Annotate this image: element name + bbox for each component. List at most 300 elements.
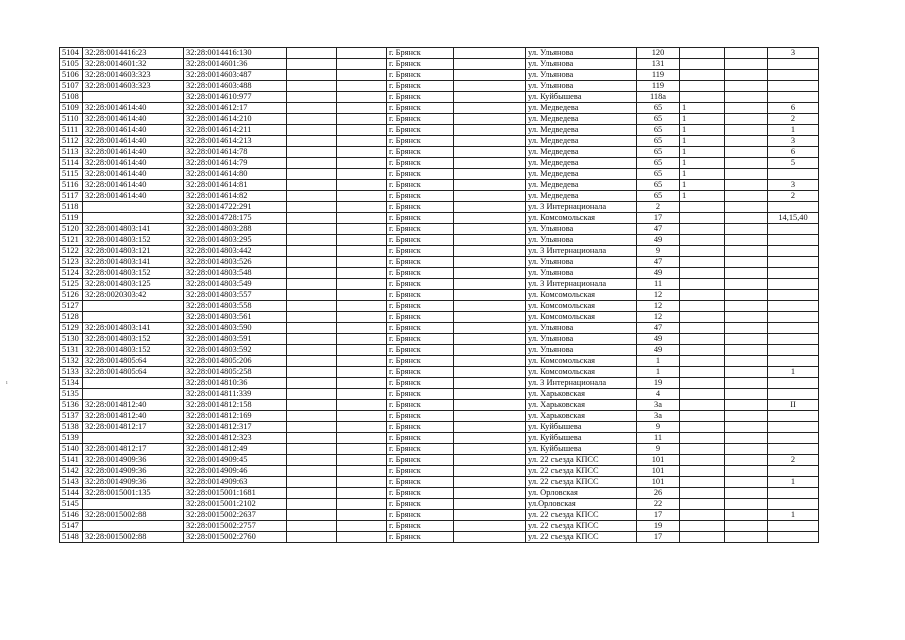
table-cell: г. Брянск: [387, 213, 454, 224]
table-cell: 5130: [60, 334, 83, 345]
table-cell: [680, 70, 725, 81]
table-cell: 32:28:0014803:548: [184, 268, 287, 279]
table-cell: [337, 477, 387, 488]
table-cell: [680, 488, 725, 499]
table-cell: г. Брянск: [387, 191, 454, 202]
table-cell: [287, 323, 337, 334]
table-cell: [287, 81, 337, 92]
table-cell: г. Брянск: [387, 59, 454, 70]
table-cell: 1: [680, 158, 725, 169]
table-cell: [725, 290, 768, 301]
table-cell: 32:28:0014614:40: [83, 125, 184, 136]
table-cell: 101: [637, 455, 680, 466]
table-cell: 32:28:0015001:1681: [184, 488, 287, 499]
table-cell: 32:28:0014812:17: [83, 422, 184, 433]
table-cell: 32:28:0014614:210: [184, 114, 287, 125]
table-row: [60, 224, 819, 235]
table-cell: 5123: [60, 257, 83, 268]
table-cell: 32:28:0014614:40: [83, 158, 184, 169]
table-cell: [287, 444, 337, 455]
table-cell: ул. 22 съезда КПСС: [526, 521, 637, 532]
table-row: [60, 510, 819, 521]
table-cell: г. Брянск: [387, 279, 454, 290]
table-cell: [454, 455, 526, 466]
table-cell: ул. Медведева: [526, 136, 637, 147]
table-row: [60, 81, 819, 92]
table-cell: 9: [637, 246, 680, 257]
table-cell: 32:28:0014909:45: [184, 455, 287, 466]
table-cell: [768, 312, 819, 323]
table-cell: [768, 499, 819, 510]
table-cell: [287, 433, 337, 444]
table-cell: [725, 103, 768, 114]
table-cell: 2: [768, 455, 819, 466]
table-cell: [454, 323, 526, 334]
table-cell: [768, 334, 819, 345]
table-cell: 5116: [60, 180, 83, 191]
table-cell: 3: [768, 136, 819, 147]
table-cell: [725, 268, 768, 279]
table-cell: [768, 433, 819, 444]
table-row: [60, 422, 819, 433]
table-cell: [768, 378, 819, 389]
table-cell: 17: [637, 213, 680, 224]
table-cell: [337, 246, 387, 257]
table-cell: 5118: [60, 202, 83, 213]
table-cell: 1: [768, 510, 819, 521]
table-cell: 32:28:0014803:141: [83, 323, 184, 334]
table-cell: [768, 59, 819, 70]
table-cell: 32:28:0014614:211: [184, 125, 287, 136]
table-cell: 1: [680, 147, 725, 158]
table-cell: г. Брянск: [387, 169, 454, 180]
table-cell: г. Брянск: [387, 521, 454, 532]
table-cell: 5113: [60, 147, 83, 158]
table-cell: 5117: [60, 191, 83, 202]
table-cell: [725, 488, 768, 499]
table-cell: [454, 158, 526, 169]
table-cell: 5146: [60, 510, 83, 521]
table-row: [60, 334, 819, 345]
table-cell: 9: [637, 422, 680, 433]
table-cell: ул. Медведева: [526, 191, 637, 202]
table-cell: [454, 301, 526, 312]
table-cell: [725, 389, 768, 400]
table-cell: 32:28:0014805:64: [83, 356, 184, 367]
table-cell: 1: [680, 114, 725, 125]
table-cell: ул. Комсомольская: [526, 290, 637, 301]
table-cell: [83, 378, 184, 389]
table-cell: [287, 70, 337, 81]
table-cell: [454, 510, 526, 521]
table-cell: [337, 191, 387, 202]
table-cell: 12: [637, 312, 680, 323]
table-cell: 5126: [60, 290, 83, 301]
table-cell: г. Брянск: [387, 400, 454, 411]
table-row: [60, 136, 819, 147]
table-cell: 32:28:0014805:258: [184, 367, 287, 378]
table-cell: [454, 246, 526, 257]
table-cell: [454, 180, 526, 191]
table-cell: [287, 411, 337, 422]
table-cell: 120: [637, 48, 680, 59]
table-cell: 5105: [60, 59, 83, 70]
table-cell: 5121: [60, 235, 83, 246]
table-cell: 9: [637, 444, 680, 455]
table-cell: г. Брянск: [387, 345, 454, 356]
table-cell: [337, 235, 387, 246]
table-cell: 32:28:0014812:158: [184, 400, 287, 411]
table-row: [60, 323, 819, 334]
table-cell: 32:28:0014803:295: [184, 235, 287, 246]
table-cell: 1: [680, 180, 725, 191]
table-cell: [680, 81, 725, 92]
table-cell: 32:28:0014803:592: [184, 345, 287, 356]
table-cell: г. Брянск: [387, 103, 454, 114]
table-cell: [680, 290, 725, 301]
table-cell: ул. Куйбышева: [526, 444, 637, 455]
table-row: [60, 257, 819, 268]
table-cell: 3а: [637, 400, 680, 411]
table-cell: [680, 389, 725, 400]
table-cell: 12: [637, 301, 680, 312]
table-cell: 32:28:0014614:40: [83, 147, 184, 158]
table-cell: 1: [680, 103, 725, 114]
table-cell: [337, 147, 387, 158]
table-cell: [454, 279, 526, 290]
table-cell: 32:28:0015001:135: [83, 488, 184, 499]
table-cell: [680, 213, 725, 224]
table-cell: 5111: [60, 125, 83, 136]
table-cell: г. Брянск: [387, 48, 454, 59]
table-cell: 32:28:0014812:317: [184, 422, 287, 433]
table-cell: 32:28:0014803:558: [184, 301, 287, 312]
table-cell: ул. Медведева: [526, 158, 637, 169]
table-cell: [768, 92, 819, 103]
table-cell: [454, 235, 526, 246]
table-cell: [337, 257, 387, 268]
table-cell: ул. Орловская: [526, 488, 637, 499]
table-cell: [768, 422, 819, 433]
table-cell: [454, 499, 526, 510]
table-cell: [337, 81, 387, 92]
table-cell: 32:28:0014812:323: [184, 433, 287, 444]
table-cell: [454, 488, 526, 499]
table-cell: 2: [768, 114, 819, 125]
table-cell: г. Брянск: [387, 422, 454, 433]
table-cell: [287, 521, 337, 532]
table-cell: [337, 125, 387, 136]
table-cell: [287, 378, 337, 389]
table-cell: [83, 202, 184, 213]
table-cell: 32:28:0014614:40: [83, 169, 184, 180]
table-cell: [454, 532, 526, 543]
table-cell: 65: [637, 147, 680, 158]
table-cell: [337, 114, 387, 125]
table-cell: г. Брянск: [387, 136, 454, 147]
table-cell: г. Брянск: [387, 411, 454, 422]
table-cell: [768, 444, 819, 455]
table-cell: [337, 444, 387, 455]
table-cell: ул. Медведева: [526, 103, 637, 114]
table-cell: 32:28:0014803:526: [184, 257, 287, 268]
table-cell: [287, 246, 337, 257]
table-cell: [337, 268, 387, 279]
table-cell: 5124: [60, 268, 83, 279]
table-cell: [337, 510, 387, 521]
table-row: [60, 433, 819, 444]
table-cell: г. Брянск: [387, 70, 454, 81]
table-cell: [337, 521, 387, 532]
table-cell: ул. Ульянова: [526, 48, 637, 59]
table-cell: 5107: [60, 81, 83, 92]
table-cell: 5115: [60, 169, 83, 180]
table-cell: 32:28:0014803:152: [83, 345, 184, 356]
table-cell: г. Брянск: [387, 257, 454, 268]
table-cell: [337, 488, 387, 499]
table-cell: [768, 466, 819, 477]
table-cell: 32:28:0014603:487: [184, 70, 287, 81]
table-cell: [287, 224, 337, 235]
table-cell: [83, 521, 184, 532]
table-cell: 32:28:0014909:63: [184, 477, 287, 488]
table-cell: 5141: [60, 455, 83, 466]
table-cell: [680, 334, 725, 345]
table-cell: ул. Комсомольская: [526, 213, 637, 224]
table-cell: г. Брянск: [387, 488, 454, 499]
table-cell: [680, 312, 725, 323]
table-cell: [725, 125, 768, 136]
table-cell: [768, 389, 819, 400]
table-cell: г. Брянск: [387, 389, 454, 400]
table-cell: ул. Комсомольская: [526, 312, 637, 323]
table-cell: [454, 59, 526, 70]
table-cell: 32:28:0014909:46: [184, 466, 287, 477]
table-cell: [337, 59, 387, 70]
table-cell: [725, 279, 768, 290]
table-cell: [287, 466, 337, 477]
table-cell: г. Брянск: [387, 268, 454, 279]
table-cell: г. Брянск: [387, 290, 454, 301]
table-cell: [454, 444, 526, 455]
table-cell: [454, 290, 526, 301]
table-row: [60, 400, 819, 411]
table-cell: г. Брянск: [387, 312, 454, 323]
table-row: [60, 103, 819, 114]
table-cell: г. Брянск: [387, 246, 454, 257]
table-cell: 5104: [60, 48, 83, 59]
table-cell: 12: [637, 290, 680, 301]
table-cell: [337, 499, 387, 510]
table-cell: [725, 356, 768, 367]
table-cell: [725, 114, 768, 125]
table-cell: [287, 488, 337, 499]
table-cell: [337, 70, 387, 81]
table-cell: 5138: [60, 422, 83, 433]
table-row: [60, 367, 819, 378]
table-cell: ул. Харьковская: [526, 400, 637, 411]
table-cell: 5147: [60, 521, 83, 532]
table-cell: [680, 92, 725, 103]
table-cell: [725, 246, 768, 257]
table-cell: [725, 477, 768, 488]
table-cell: [768, 257, 819, 268]
table-cell: [337, 202, 387, 213]
table-cell: [454, 224, 526, 235]
table-cell: 101: [637, 477, 680, 488]
table-cell: [337, 400, 387, 411]
table-cell: [680, 268, 725, 279]
table-cell: ул. 22 съезда КПСС: [526, 466, 637, 477]
table-cell: 5128: [60, 312, 83, 323]
table-cell: 32:28:0014614:81: [184, 180, 287, 191]
table-cell: [725, 345, 768, 356]
table-cell: [287, 180, 337, 191]
table-cell: [337, 213, 387, 224]
table-cell: [725, 521, 768, 532]
table-cell: [287, 499, 337, 510]
table-cell: [725, 202, 768, 213]
table-row: [60, 488, 819, 499]
table-cell: 1: [768, 477, 819, 488]
table-cell: 5122: [60, 246, 83, 257]
table-cell: [768, 268, 819, 279]
table-cell: II: [768, 400, 819, 411]
table-cell: ул. 3 Интернационала: [526, 202, 637, 213]
table-cell: [337, 279, 387, 290]
table-cell: [680, 301, 725, 312]
table-cell: [680, 59, 725, 70]
table-row: [60, 125, 819, 136]
table-cell: 5: [768, 158, 819, 169]
table-cell: [768, 356, 819, 367]
table-cell: [725, 367, 768, 378]
table-cell: [768, 345, 819, 356]
table-cell: ул. Медведева: [526, 147, 637, 158]
table-cell: [454, 103, 526, 114]
table-cell: г. Брянск: [387, 433, 454, 444]
table-cell: [725, 444, 768, 455]
table-cell: 2: [637, 202, 680, 213]
table-cell: ул. Ульянова: [526, 268, 637, 279]
table-row: [60, 499, 819, 510]
table-cell: 32:28:0014728:175: [184, 213, 287, 224]
table-cell: [337, 301, 387, 312]
table-cell: 5137: [60, 411, 83, 422]
table-cell: 118а: [637, 92, 680, 103]
table-cell: ул.Орловская: [526, 499, 637, 510]
table-cell: 49: [637, 235, 680, 246]
table-cell: 32:28:0014722:291: [184, 202, 287, 213]
table-cell: 32:28:0014812:49: [184, 444, 287, 455]
table-row: [60, 444, 819, 455]
table-cell: 11: [637, 279, 680, 290]
table-cell: 32:28:0015002:88: [83, 510, 184, 521]
table-cell: [680, 235, 725, 246]
table-cell: 3: [768, 180, 819, 191]
table-cell: ул. Медведева: [526, 169, 637, 180]
table-cell: 119: [637, 81, 680, 92]
scan-edge-mark: ı: [6, 380, 8, 386]
table-cell: [725, 257, 768, 268]
table-cell: [454, 114, 526, 125]
table-cell: г. Брянск: [387, 81, 454, 92]
table-cell: 32:28:0014601:32: [83, 59, 184, 70]
table-cell: ул. Комсомольская: [526, 367, 637, 378]
table-cell: 65: [637, 103, 680, 114]
table-cell: 17: [637, 510, 680, 521]
table-cell: [337, 103, 387, 114]
table-cell: [725, 455, 768, 466]
table-cell: 32:28:0014614:40: [83, 180, 184, 191]
table-cell: [454, 257, 526, 268]
table-cell: 5132: [60, 356, 83, 367]
table-cell: [287, 59, 337, 70]
table-cell: [725, 235, 768, 246]
table-cell: [83, 213, 184, 224]
table-cell: [454, 70, 526, 81]
table-cell: [680, 202, 725, 213]
table-cell: ул. Комсомольская: [526, 301, 637, 312]
table-cell: 14,15,40: [768, 213, 819, 224]
table-cell: 1: [637, 356, 680, 367]
table-cell: [725, 400, 768, 411]
address-register-table: [59, 47, 819, 543]
table-cell: [768, 323, 819, 334]
table-cell: [454, 268, 526, 279]
table-cell: [768, 70, 819, 81]
table-cell: 1: [680, 125, 725, 136]
table-cell: [454, 191, 526, 202]
table-cell: [680, 279, 725, 290]
table-cell: [680, 400, 725, 411]
table-cell: 32:28:0014812:40: [83, 400, 184, 411]
table-cell: 32:28:0020303:42: [83, 290, 184, 301]
table-cell: [454, 169, 526, 180]
table-cell: [454, 345, 526, 356]
table-cell: [680, 345, 725, 356]
table-cell: 49: [637, 334, 680, 345]
table-cell: 19: [637, 521, 680, 532]
table-cell: 32:28:0014803:557: [184, 290, 287, 301]
table-cell: г. Брянск: [387, 367, 454, 378]
table-cell: 32:28:0015002:2757: [184, 521, 287, 532]
table-cell: [337, 367, 387, 378]
table-cell: [287, 400, 337, 411]
table-cell: 5131: [60, 345, 83, 356]
table-cell: 17: [637, 532, 680, 543]
table-cell: [725, 213, 768, 224]
table-row: [60, 477, 819, 488]
table-body: [60, 48, 819, 543]
table-cell: г. Брянск: [387, 147, 454, 158]
table-cell: [725, 92, 768, 103]
table-cell: 65: [637, 180, 680, 191]
table-cell: [83, 433, 184, 444]
table-cell: 32:28:0014416:130: [184, 48, 287, 59]
table-cell: [768, 202, 819, 213]
table-cell: 65: [637, 169, 680, 180]
table-cell: [454, 202, 526, 213]
table-cell: ул. 3 Интернационала: [526, 378, 637, 389]
table-cell: 32:28:0014803:152: [83, 268, 184, 279]
table-cell: 4: [637, 389, 680, 400]
table-cell: [287, 147, 337, 158]
table-cell: [725, 70, 768, 81]
table-cell: [337, 48, 387, 59]
table-cell: г. Брянск: [387, 499, 454, 510]
table-cell: 32:28:0014612:17: [184, 103, 287, 114]
